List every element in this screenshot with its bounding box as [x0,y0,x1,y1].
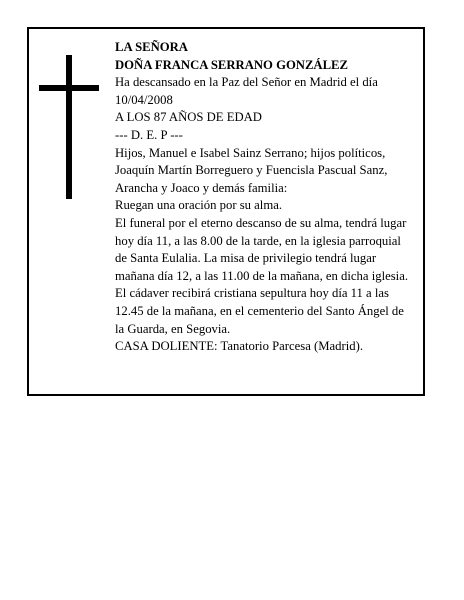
cross-vertical-bar [66,55,72,199]
notice-heading: LA SEÑORA [115,40,188,54]
deceased-name: DOÑA FRANCA SERRANO GONZÁLEZ [115,57,348,72]
funeral-details: El funeral por el eterno descanso de su alma, tendrá lugar hoy día 11, a las 8.00 de la tarde, en la iglesia parroquial de Santa Eulalia. La misa de privilegio tendrá lugar mañana día 12, a las 11.00 de la mañana, en dicha iglesia. El cádaver recibirá cristiana sepultura hoy día 11 a las 12.45 de la mañana, en el cementerio del Santo Ángel de la Guarda, en Segovia. [115,215,408,336]
cross-icon [39,55,99,199]
family-line: Hijos, Manuel e Isabel Sainz Serrano; hijos políticos, Joaquín Martín Borreguero y Fuencisla Pascual Sanz, Arancha y Joaco y demás familia: [115,145,388,195]
age-line: A LOS 87 AÑOS DE EDAD [115,110,262,125]
notice-text [115,39,415,356]
prayer-request: Ruegan una oración por su alma. [115,198,283,213]
mourning-house: CASA DOLIENTE: Tanatorio Parcesa (Madrid). [115,339,363,354]
obituary-notice [27,27,425,396]
rip-line: --- D. E. P --- [115,127,183,142]
cross-horizontal-bar [39,85,99,91]
death-info: Ha descansado en la Paz del Señor en Madrid el día 10/04/2008 [115,75,378,107]
